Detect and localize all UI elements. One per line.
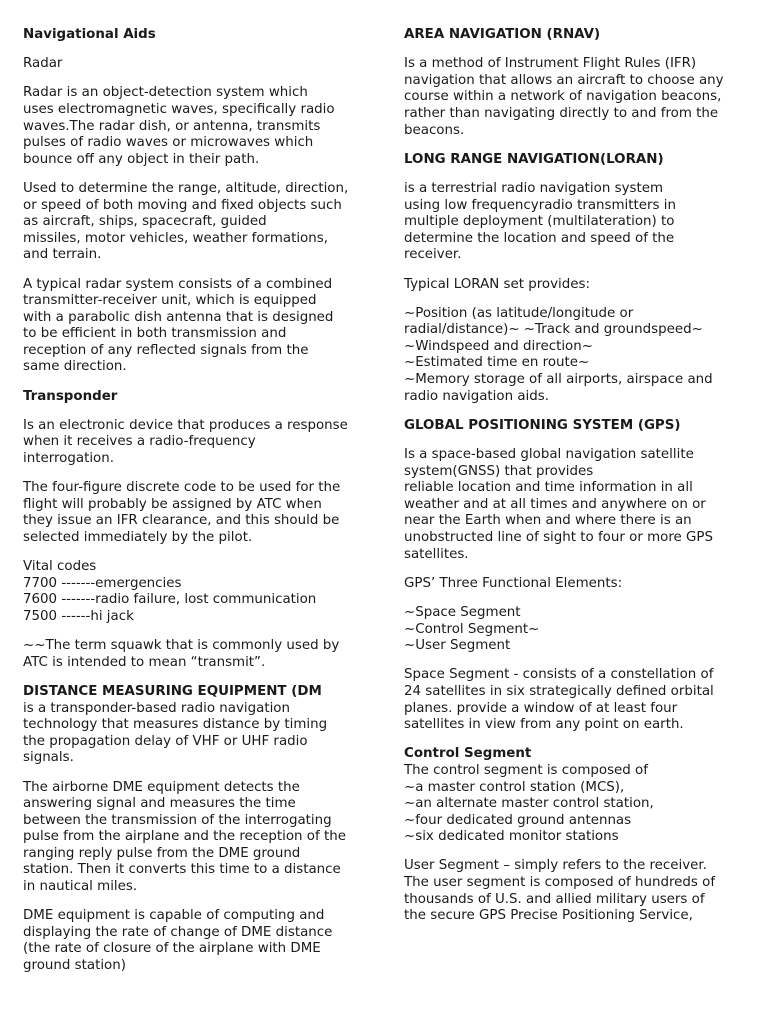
transponder-paragraph-1: Is an electronic device that produces a response when it receives a radio-frequency interrogation.: [23, 417, 348, 467]
transponder-paragraph-2: The four-figure discrete code to be used for the flight will probably be assigned by ATC when they issue an IFR clearance, and this should be selected immediately by the pilot.: [23, 480, 341, 545]
dme-paragraph-3: DME equipment is capable of computing and displaying the rate of change of DME distance (the rate of closure of the airplane with DME ground station): [23, 908, 333, 974]
transponder-heading: Transponder: [23, 388, 118, 404]
loran-paragraph-2: Typical LORAN set provides:: [404, 276, 590, 292]
rnav-paragraph-1: Is a method of Instrument Flight Rules (IFR) navigation that allows an aircraft to choose any course within a network of navigation beacons, rather than navigating directly to and from the beacons.: [404, 56, 724, 138]
user-segment-paragraph: User Segment – simply refers to the receiver. The user segment is composed of hundreds of thousands of U.S. and allied military users of the secure GPS Precise Positioning Service,: [404, 858, 716, 924]
squawk-note: ~~The term squawk that is commonly used by ATC is intended to mean “transmit”.: [23, 638, 340, 670]
control-segment-paragraph: The control segment is composed of ~a master control station (MCS), ~an alternate master control station, ~four dedicated ground antennas ~six dedicated monitor stations: [404, 762, 654, 845]
dme-paragraph-1: is a transponder-based radio navigation technology that measures distance by timing the propagation delay of VHF or UHF radio signals.: [23, 700, 328, 766]
loran-heading: LONG RANGE NAVIGATION(LORAN): [404, 151, 664, 167]
gps-paragraph-2: GPS’ Three Functional Elements:: [404, 575, 623, 591]
left-column: [23, 27, 373, 987]
space-segment-paragraph: Space Segment - consists of a constellation of 24 satellites in six strategically defined orbital planes. provide a window of at least four satellites in view from any point on earth.: [404, 667, 714, 733]
gps-elements-list: ~Space Segment ~Control Segment~ ~User Segment: [404, 604, 540, 654]
dme-heading: DISTANCE MEASURING EQUIPMENT (DM: [23, 683, 322, 699]
radar-paragraph-3: A typical radar system consists of a combined transmitter-receiver unit, which is equipped with a parabolic dish antenna that is designed to be efficient in both transmission and reception of any reflected signals from the same direction.: [23, 276, 334, 375]
control-segment-heading: Control Segment: [404, 746, 532, 762]
dme-paragraph-2: The airborne DME equipment detects the answering signal and measures the time between the transmission of the interrogating pulse from the airplane and the reception of the ranging reply pulse from the DME ground station. Then it converts this time to a distance in nautical miles.: [23, 779, 346, 895]
loran-list: ~Position (as latitude/longitude or radial/distance)~ ~Track and groundspeed~ ~Windspeed and direction~ ~Estimated time en route~ ~Memory storage of all airports, airspace and radio navigation aids.: [404, 305, 713, 404]
rnav-heading: AREA NAVIGATION (RNAV): [404, 27, 601, 42]
radar-title: Radar: [23, 56, 63, 72]
navaids-heading: Navigational Aids: [23, 27, 156, 42]
radar-paragraph-2: Used to determine the range, altitude, direction, or speed of both moving and fixed objects such as aircraft, ships, spacecraft, guided missiles, motor vehicles, weather formations, and terrain.: [23, 180, 349, 263]
loran-paragraph-1: is a terrestrial radio navigation system using low frequencyradio transmitters in multiple deployment (multilateration) to determine the location and speed of the receiver.: [404, 180, 676, 263]
gps-heading: GLOBAL POSITIONING SYSTEM (GPS): [404, 417, 681, 433]
right-column: [404, 27, 754, 937]
vital-codes: Vital codes 7700 -------emergencies 7600 -------radio failure, lost communication 7500 ------hi jack: [23, 559, 317, 624]
gps-paragraph-1: Is a space-based global navigation satellite system(GNSS) that provides reliable location and time information in all weather and at all times and anywhere on or near the Earth when and where there is an unobstructed line of sight to four or more GPS satellites.: [404, 447, 713, 562]
radar-paragraph-1: Radar is an object-detection system which uses electromagnetic waves, specifically radio waves.The radar dish, or antenna, transmits pulses of radio waves or microwaves which bounce off any object in their path.: [23, 85, 335, 167]
